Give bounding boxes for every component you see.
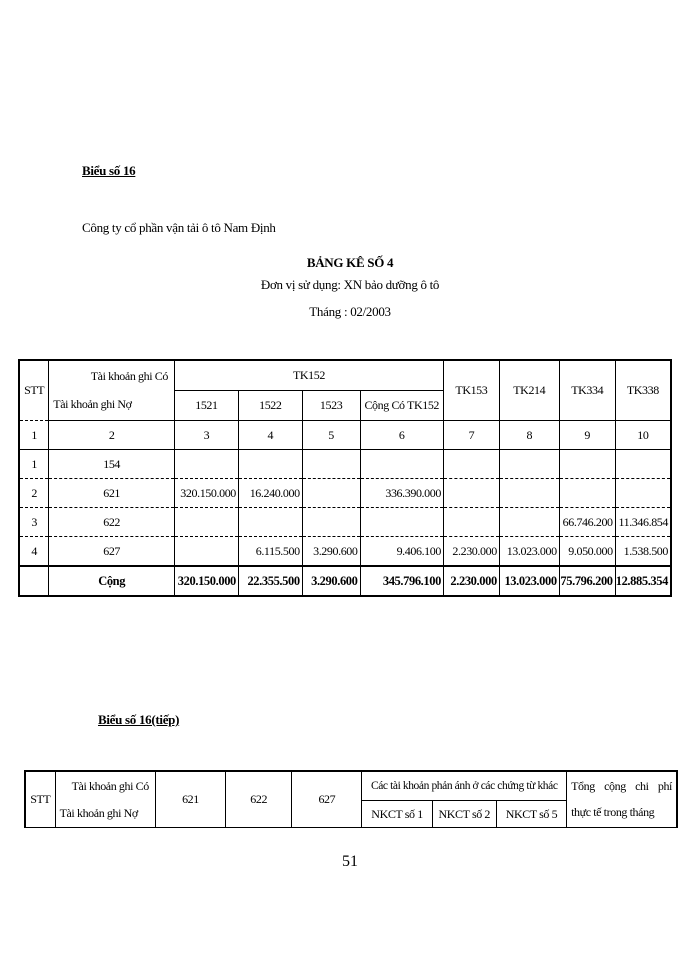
table-cell: 621 xyxy=(49,479,175,508)
tk214-header: TK214 xyxy=(499,360,559,421)
nkct-5-header: NKCT số 5 xyxy=(496,801,566,828)
col-622-header: 622 xyxy=(226,771,292,828)
table-cell xyxy=(238,450,302,479)
table-cell: 9.050.000 xyxy=(559,537,615,567)
stt-header: STT xyxy=(25,771,55,828)
column-number: 10 xyxy=(615,421,671,450)
total-cell: 345.796.100 xyxy=(360,566,443,596)
table-cell: 3.290.600 xyxy=(302,537,360,567)
column-number-row xyxy=(19,421,671,450)
unit-line: Đơn vị sử dụng: XN bảo dưỡng ô tô xyxy=(260,277,440,292)
tk153-header: TK153 xyxy=(443,360,499,421)
other-accounts-header: Các tài khoản phản ánh ở các chứng từ khác xyxy=(362,771,567,801)
table-cell: 627 xyxy=(49,537,175,567)
table-cell xyxy=(443,479,499,508)
table-cell: 336.390.000 xyxy=(360,479,443,508)
table-cell xyxy=(174,537,238,567)
column-number: 6 xyxy=(360,421,443,450)
table-cell xyxy=(559,479,615,508)
total-actual-cost-header xyxy=(567,771,677,828)
table-cell: 13.023.000 xyxy=(499,537,559,567)
table-cell xyxy=(443,450,499,479)
table-cell xyxy=(499,450,559,479)
debit-account-label: Tài khoản ghi Nợ xyxy=(59,806,138,820)
company-name: Công ty cổ phần vận tải ô tô Nam Định xyxy=(82,220,276,235)
table-cell: 16.240.000 xyxy=(238,479,302,508)
nkct-2-header: NKCT số 2 xyxy=(432,801,496,828)
table-cell xyxy=(302,450,360,479)
table-cell xyxy=(443,508,499,537)
column-number: 7 xyxy=(443,421,499,450)
table-cell xyxy=(360,450,443,479)
table-cell: 154 xyxy=(49,450,175,479)
table-cell: 1 xyxy=(19,450,49,479)
table-cell xyxy=(174,508,238,537)
month-line: Tháng : 02/2003 xyxy=(309,304,391,319)
column-number: 5 xyxy=(302,421,360,450)
column-number: 3 xyxy=(174,421,238,450)
form-title: Biểu số 16 xyxy=(82,163,136,178)
debit-account-label: Tài khoản ghi Nợ xyxy=(53,397,132,411)
table-cell xyxy=(615,479,671,508)
table-cell: 3 xyxy=(19,508,49,537)
header-row-1 xyxy=(19,360,671,391)
credit-account-label: Tài khoản ghi Có xyxy=(90,369,168,383)
table-cell: 4 xyxy=(19,537,49,567)
total-cell: 2.230.000 xyxy=(443,566,499,596)
total-header-line-1: Tổng cộng chi phí xyxy=(571,779,672,793)
stt-header: STT xyxy=(19,360,49,421)
form-title-continued: Biểu số 16(tiếp) xyxy=(98,712,180,727)
total-row xyxy=(19,566,671,596)
table-cell xyxy=(499,508,559,537)
total-label: Cộng xyxy=(49,566,175,596)
table-cell: 2.230.000 xyxy=(443,537,499,567)
table-cell: 6.115.500 xyxy=(238,537,302,567)
table-cell xyxy=(499,479,559,508)
account-header-cell xyxy=(55,771,155,828)
table-cell: 622 xyxy=(49,508,175,537)
total-cell: 3.290.600 xyxy=(302,566,360,596)
account-header-cell xyxy=(49,360,175,421)
table-cell: 66.746.200 xyxy=(559,508,615,537)
continuation-table xyxy=(24,770,678,828)
tk152-header: TK152 xyxy=(174,360,443,391)
col-621-header: 621 xyxy=(155,771,225,828)
total-header-line-2: thực tế trong tháng xyxy=(571,805,655,819)
table-cell: 2 xyxy=(19,479,49,508)
table-cell: 1.538.500 xyxy=(615,537,671,567)
tk338-header: TK338 xyxy=(615,360,671,421)
total-cell: 13.023.000 xyxy=(499,566,559,596)
column-number: 1 xyxy=(19,421,49,450)
table-cell xyxy=(19,566,49,596)
table-cell: 320.150.000 xyxy=(174,479,238,508)
credit-account-label: Tài khoản ghi Có xyxy=(71,779,149,793)
table-cell xyxy=(238,508,302,537)
table-cell xyxy=(302,508,360,537)
total-cell: 320.150.000 xyxy=(174,566,238,596)
sub-header-1522: 1522 xyxy=(238,391,302,421)
total-cell: 75.796.200 xyxy=(559,566,615,596)
table-row xyxy=(19,479,671,508)
tk334-header: TK334 xyxy=(559,360,615,421)
summary-table xyxy=(18,359,672,597)
column-number: 2 xyxy=(49,421,175,450)
table-row xyxy=(19,537,671,567)
table-cell xyxy=(174,450,238,479)
sub-header-1521: 1521 xyxy=(174,391,238,421)
table-cell xyxy=(559,450,615,479)
sub-header-total-tk152: Cộng Có TK152 xyxy=(360,391,443,421)
column-number: 9 xyxy=(559,421,615,450)
table-cell xyxy=(615,450,671,479)
column-number: 4 xyxy=(238,421,302,450)
header-row-1 xyxy=(25,771,677,801)
nkct-1-header: NKCT số 1 xyxy=(362,801,432,828)
column-number: 8 xyxy=(499,421,559,450)
table-cell: 11.346.854 xyxy=(615,508,671,537)
table-row xyxy=(19,450,671,479)
table-cell: 9.406.100 xyxy=(360,537,443,567)
document-title: BẢNG KÊ SỐ 4 xyxy=(306,255,394,270)
table-cell xyxy=(360,508,443,537)
table-cell xyxy=(302,479,360,508)
col-627-header: 627 xyxy=(292,771,362,828)
total-cell: 12.885.354 xyxy=(615,566,671,596)
table-row xyxy=(19,508,671,537)
total-cell: 22.355.500 xyxy=(238,566,302,596)
page-number: 51 xyxy=(342,853,358,870)
sub-header-1523: 1523 xyxy=(302,391,360,421)
